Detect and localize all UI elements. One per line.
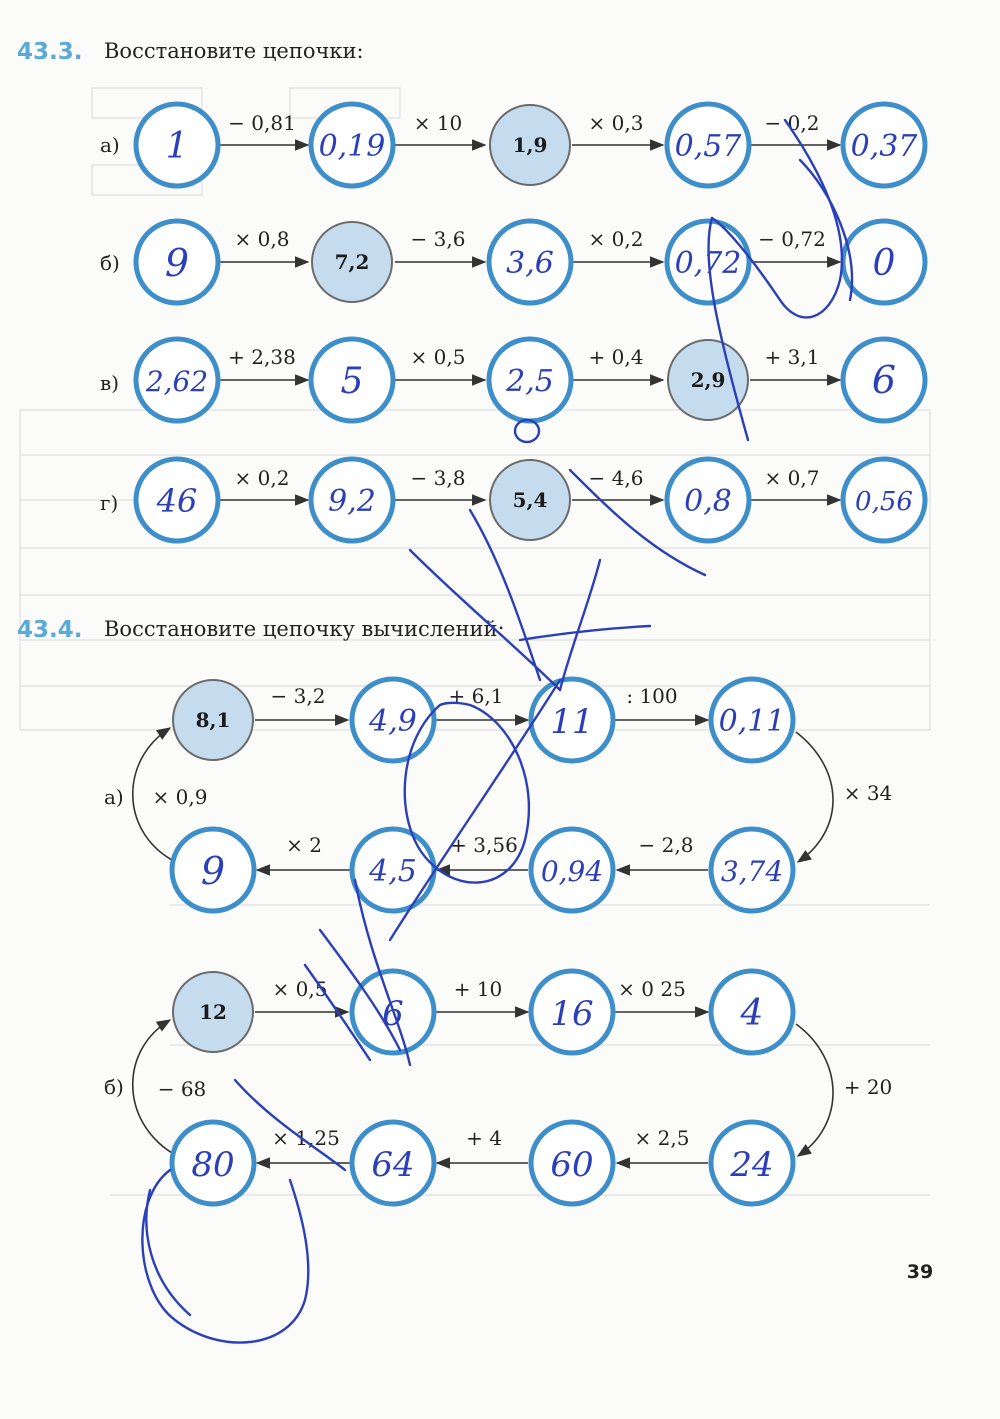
handwritten-answer: 16 <box>550 994 594 1034</box>
page-number: 39 <box>906 1261 934 1283</box>
handwritten-answer: 0,19 <box>318 129 386 164</box>
handwritten-answer: 1 <box>165 126 189 167</box>
operation-label: − 0,81 <box>228 111 296 135</box>
given-number: 12 <box>199 1000 227 1024</box>
operation-label: × 34 <box>843 781 893 805</box>
handwritten-answer: 0 <box>872 243 896 284</box>
given-number: 1,9 <box>512 133 548 157</box>
handwritten-answer: 4,5 <box>369 854 417 889</box>
chain-row-g <box>100 459 925 541</box>
row-label: б) <box>100 251 120 275</box>
arrow <box>796 732 833 862</box>
operation-label: × 0,2 <box>234 466 290 490</box>
handwritten-answer: 3,74 <box>720 855 784 888</box>
operation-label: × 0,2 <box>588 227 644 251</box>
given-number: 7,2 <box>334 250 370 274</box>
handwritten-answer: 5 <box>340 361 364 402</box>
operation-label: × 2 <box>286 833 322 857</box>
handwritten-answer: 0,37 <box>850 129 918 164</box>
exercise-43-4-number: 43.4. <box>17 617 83 643</box>
row-label: б) <box>104 1075 124 1099</box>
pen-scribble <box>520 626 650 640</box>
row-label: а) <box>100 133 120 157</box>
cycle-b <box>104 971 892 1204</box>
handwritten-answer: 0,94 <box>540 855 604 888</box>
handwritten-answer: 4,9 <box>369 704 417 739</box>
pen-scribble <box>146 1190 190 1315</box>
handwritten-answer: 46 <box>156 482 198 520</box>
operation-label: + 4 <box>466 1126 502 1150</box>
handwritten-answer: 0,72 <box>674 246 742 281</box>
handwritten-answer: 4 <box>740 993 764 1034</box>
operation-label: − 2,8 <box>638 833 694 857</box>
operation-label: × 0,9 <box>152 785 208 809</box>
handwritten-answer: 3,6 <box>506 246 554 281</box>
handwritten-answer: 0,57 <box>674 129 742 164</box>
operation-label: × 2,5 <box>634 1126 690 1150</box>
handwritten-answer: 2,5 <box>506 364 554 399</box>
operation-label: × 0,3 <box>588 111 644 135</box>
operation-label: − 0,2 <box>764 111 820 135</box>
handwritten-answer: 9 <box>200 849 226 893</box>
operation-label: + 10 <box>453 977 503 1001</box>
operation-label: + 20 <box>843 1075 893 1099</box>
exercise-43-4-title: Восстановите цепочку вычислений: <box>104 617 505 641</box>
given-number: 8,1 <box>195 708 231 732</box>
operation-label: + 6,1 <box>448 684 504 708</box>
operation-label: − 0,72 <box>758 227 826 251</box>
operation-label: − 3,6 <box>410 227 466 251</box>
operation-label: + 3,1 <box>764 345 820 369</box>
operation-label: + 3,56 <box>450 833 518 857</box>
handwritten-answer: 0,8 <box>684 484 732 519</box>
handwritten-answer: 11 <box>550 702 594 742</box>
handwritten-answer: 80 <box>191 1145 235 1185</box>
operation-label: − 3,2 <box>270 684 326 708</box>
given-number: 2,9 <box>690 368 726 392</box>
arrow <box>796 1024 833 1156</box>
chain-row-b <box>100 221 925 303</box>
operation-label: × 0,7 <box>764 466 820 490</box>
handwritten-answer: 0,56 <box>855 487 913 517</box>
exercise-43-3-number: 43.3. <box>17 39 83 65</box>
handwritten-answer: 9,2 <box>328 484 376 519</box>
operation-label: × 1,25 <box>272 1126 340 1150</box>
handwritten-answer: 60 <box>550 1145 594 1185</box>
given-number: 5,4 <box>512 488 548 512</box>
handwritten-answer: 6 <box>871 358 897 402</box>
handwritten-answer: 64 <box>371 1145 415 1185</box>
handwritten-answer: 24 <box>730 1145 774 1185</box>
operation-label: × 0,5 <box>272 977 328 1001</box>
row-label: а) <box>104 785 124 809</box>
operation-label: + 2,38 <box>228 345 296 369</box>
operation-label: : 100 <box>626 684 678 708</box>
row-label: в) <box>100 371 120 395</box>
handwritten-answer: 9 <box>164 241 190 285</box>
operation-label: × 10 <box>413 111 463 135</box>
row-label: г) <box>100 491 119 515</box>
operation-label: × 0,8 <box>234 227 290 251</box>
operation-label: × 0,5 <box>410 345 466 369</box>
chain-row-v <box>100 339 925 421</box>
handwritten-answer: 6 <box>382 994 404 1034</box>
operation-label: − 68 <box>157 1077 207 1101</box>
exercise-43-3-title: Восстановите цепочки: <box>104 39 364 63</box>
operation-label: × 0 25 <box>618 977 686 1001</box>
pen-scribble <box>560 560 600 690</box>
operation-label: − 3,8 <box>410 466 466 490</box>
handwritten-answer: 0,11 <box>718 704 786 739</box>
operation-label: + 0,4 <box>588 345 644 369</box>
handwritten-answer: 2,62 <box>145 365 209 398</box>
operation-label: − 4,6 <box>588 466 644 490</box>
